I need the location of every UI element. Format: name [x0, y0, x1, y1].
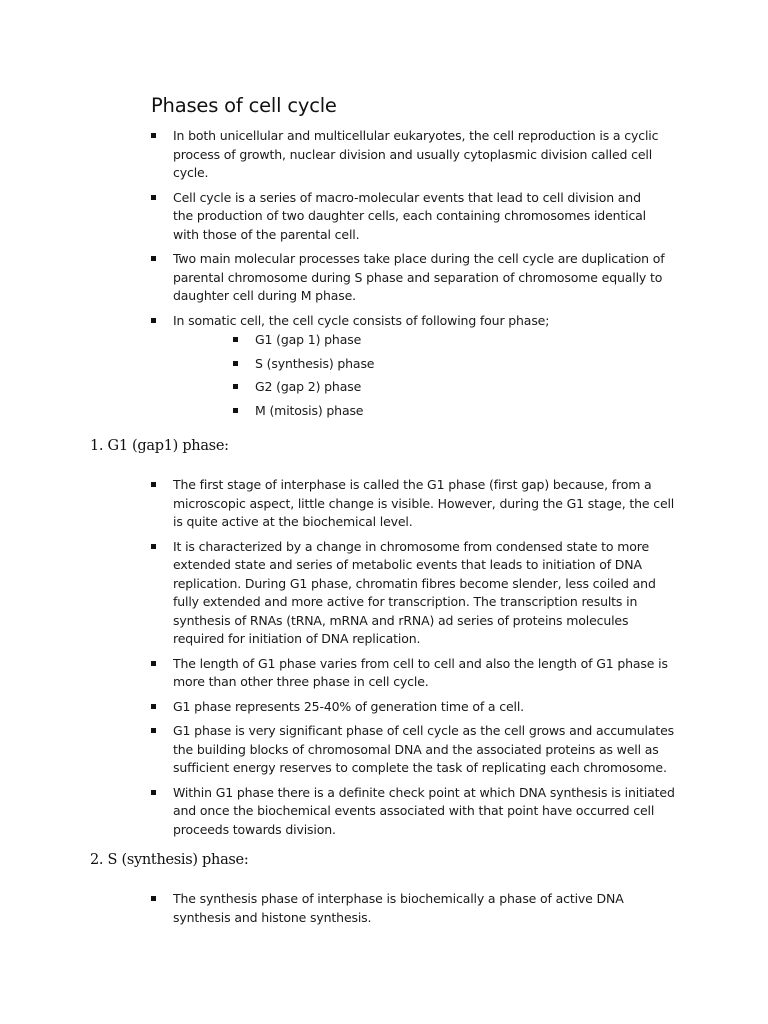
- bullet-text-line: with those of the parental cell.: [173, 226, 360, 242]
- bullet-square-icon: [233, 337, 238, 342]
- s-bullet-list: [151, 890, 675, 933]
- bullet-text-line: Two main molecular processes take place during the cell cycle are duplication of: [173, 251, 665, 266]
- bullet-text-line: sufficient energy reserves to complete the task of replicating each chromosome.: [173, 760, 667, 775]
- phase-list-item: [233, 378, 533, 397]
- g1-bullet-item: [151, 722, 675, 778]
- bullet-text-line: synthesis and histone synthesis.: [173, 909, 372, 925]
- g1-bullet-item: [151, 538, 675, 649]
- bullet-square-icon: [151, 318, 156, 323]
- bullet-square-icon: [151, 195, 156, 200]
- bullet-text-line: The length of G1 phase varies from cell to cell and also the length of G1 phase is: [173, 655, 668, 671]
- bullet-square-icon: [233, 361, 238, 366]
- bullet-square-icon: [151, 790, 156, 795]
- bullet-text-line: required for initiation of DNA replication.: [173, 631, 421, 646]
- bullet-text-line: In somatic cell, the cell cycle consists of following four phase;: [173, 312, 550, 328]
- bullet-square-icon: [151, 544, 156, 549]
- bullet-text-line: In both unicellular and multicellular eukaryotes, the cell reproduction is a cyclic: [173, 128, 659, 143]
- bullet-square-icon: [233, 408, 238, 413]
- bullet-text: S (synthesis) phase: [255, 355, 375, 371]
- g1-section-heading: 1. G1 (gap1) phase:: [90, 438, 229, 454]
- bullet-text-line: The first stage of interphase is called the G1 phase (first gap) because, from a: [173, 477, 652, 492]
- bullet-text-line: and once the biochemical events associated with that point have occurred cell: [173, 803, 655, 818]
- g1-bullet-item: [151, 476, 675, 532]
- bullet-square-icon: [151, 704, 156, 709]
- intro-bullet-item: [151, 312, 671, 331]
- bullet-text-line: the production of two daughter cells, each containing chromosomes identical: [173, 208, 647, 223]
- bullet-text-line: It is characterized by a change in chromosome from condensed state to more: [173, 538, 650, 554]
- bullet-text-line: G1 phase is very significant phase of cell cycle as the cell grows and accumulates: [173, 723, 674, 738]
- bullet-text-line: synthesis of RNAs (tRNA, mRNA and rRNA) ad series of proteins molecules: [173, 612, 629, 628]
- bullet-text-line: more than other three phase in cell cycle.: [173, 674, 429, 689]
- g1-bullet-item: [151, 698, 675, 717]
- bullet-text-line: fully extended and more active for transcription. The transcription results in: [173, 594, 638, 609]
- intro-bullet-list: [151, 127, 671, 336]
- bullet-text-line: Within G1 phase there is a definite check point at which DNA synthesis is initiated: [173, 784, 675, 800]
- s-bullet-item: [151, 890, 675, 927]
- bullet-text-line: G1 phase represents 25-40% of generation time of a cell.: [173, 698, 524, 714]
- phase-list-item: [233, 355, 533, 374]
- bullet-text-line: cycle.: [173, 165, 209, 180]
- page-title: Phases of cell cycle: [151, 94, 337, 117]
- intro-bullet-item: [151, 127, 671, 183]
- bullet-square-icon: [151, 256, 156, 261]
- intro-bullet-item: [151, 250, 671, 306]
- g1-bullet-item: [151, 655, 675, 692]
- bullet-square-icon: [151, 728, 156, 733]
- bullet-square-icon: [233, 384, 238, 389]
- bullet-text-line: proceeds towards division.: [173, 821, 336, 837]
- bullet-text-line: The synthesis phase of interphase is biochemically a phase of active DNA: [173, 891, 624, 906]
- bullet-text: G1 (gap 1) phase: [255, 332, 362, 347]
- bullet-text-line: microscopic aspect, little change is visible. However, during the G1 stage, the cell: [173, 495, 675, 511]
- bullet-text-line: Cell cycle is a series of macro-molecular events that lead to cell division and: [173, 189, 641, 205]
- bullet-square-icon: [151, 896, 156, 901]
- bullet-text-line: the building blocks of chromosomal DNA and the associated proteins as well as: [173, 741, 659, 757]
- phase-bullet-list: [233, 331, 533, 425]
- bullet-text-line: replication. During G1 phase, chromatin fibres become slender, less coiled and: [173, 575, 656, 591]
- g1-bullet-list: [151, 476, 675, 845]
- intro-bullet-item: [151, 189, 671, 245]
- phase-list-item: [233, 402, 533, 421]
- g1-bullet-item: [151, 784, 675, 840]
- s-section-heading: 2. S (synthesis) phase:: [90, 852, 249, 868]
- bullet-text-line: daughter cell during M phase.: [173, 288, 356, 303]
- bullet-text: G2 (gap 2) phase: [255, 379, 362, 394]
- bullet-text-line: process of growth, nuclear division and usually cytoplasmic division called cell: [173, 146, 653, 162]
- bullet-text-line: parental chromosome during S phase and separation of chromosome equally to: [173, 269, 663, 285]
- bullet-square-icon: [151, 661, 156, 666]
- phase-list-item: [233, 331, 533, 350]
- bullet-text-line: extended state and series of metabolic events that leads to initiation of DNA: [173, 557, 642, 572]
- bullet-text: M (mitosis) phase: [255, 402, 364, 418]
- bullet-square-icon: [151, 133, 156, 138]
- bullet-text-line: is quite active at the biochemical level.: [173, 514, 413, 529]
- bullet-square-icon: [151, 482, 156, 487]
